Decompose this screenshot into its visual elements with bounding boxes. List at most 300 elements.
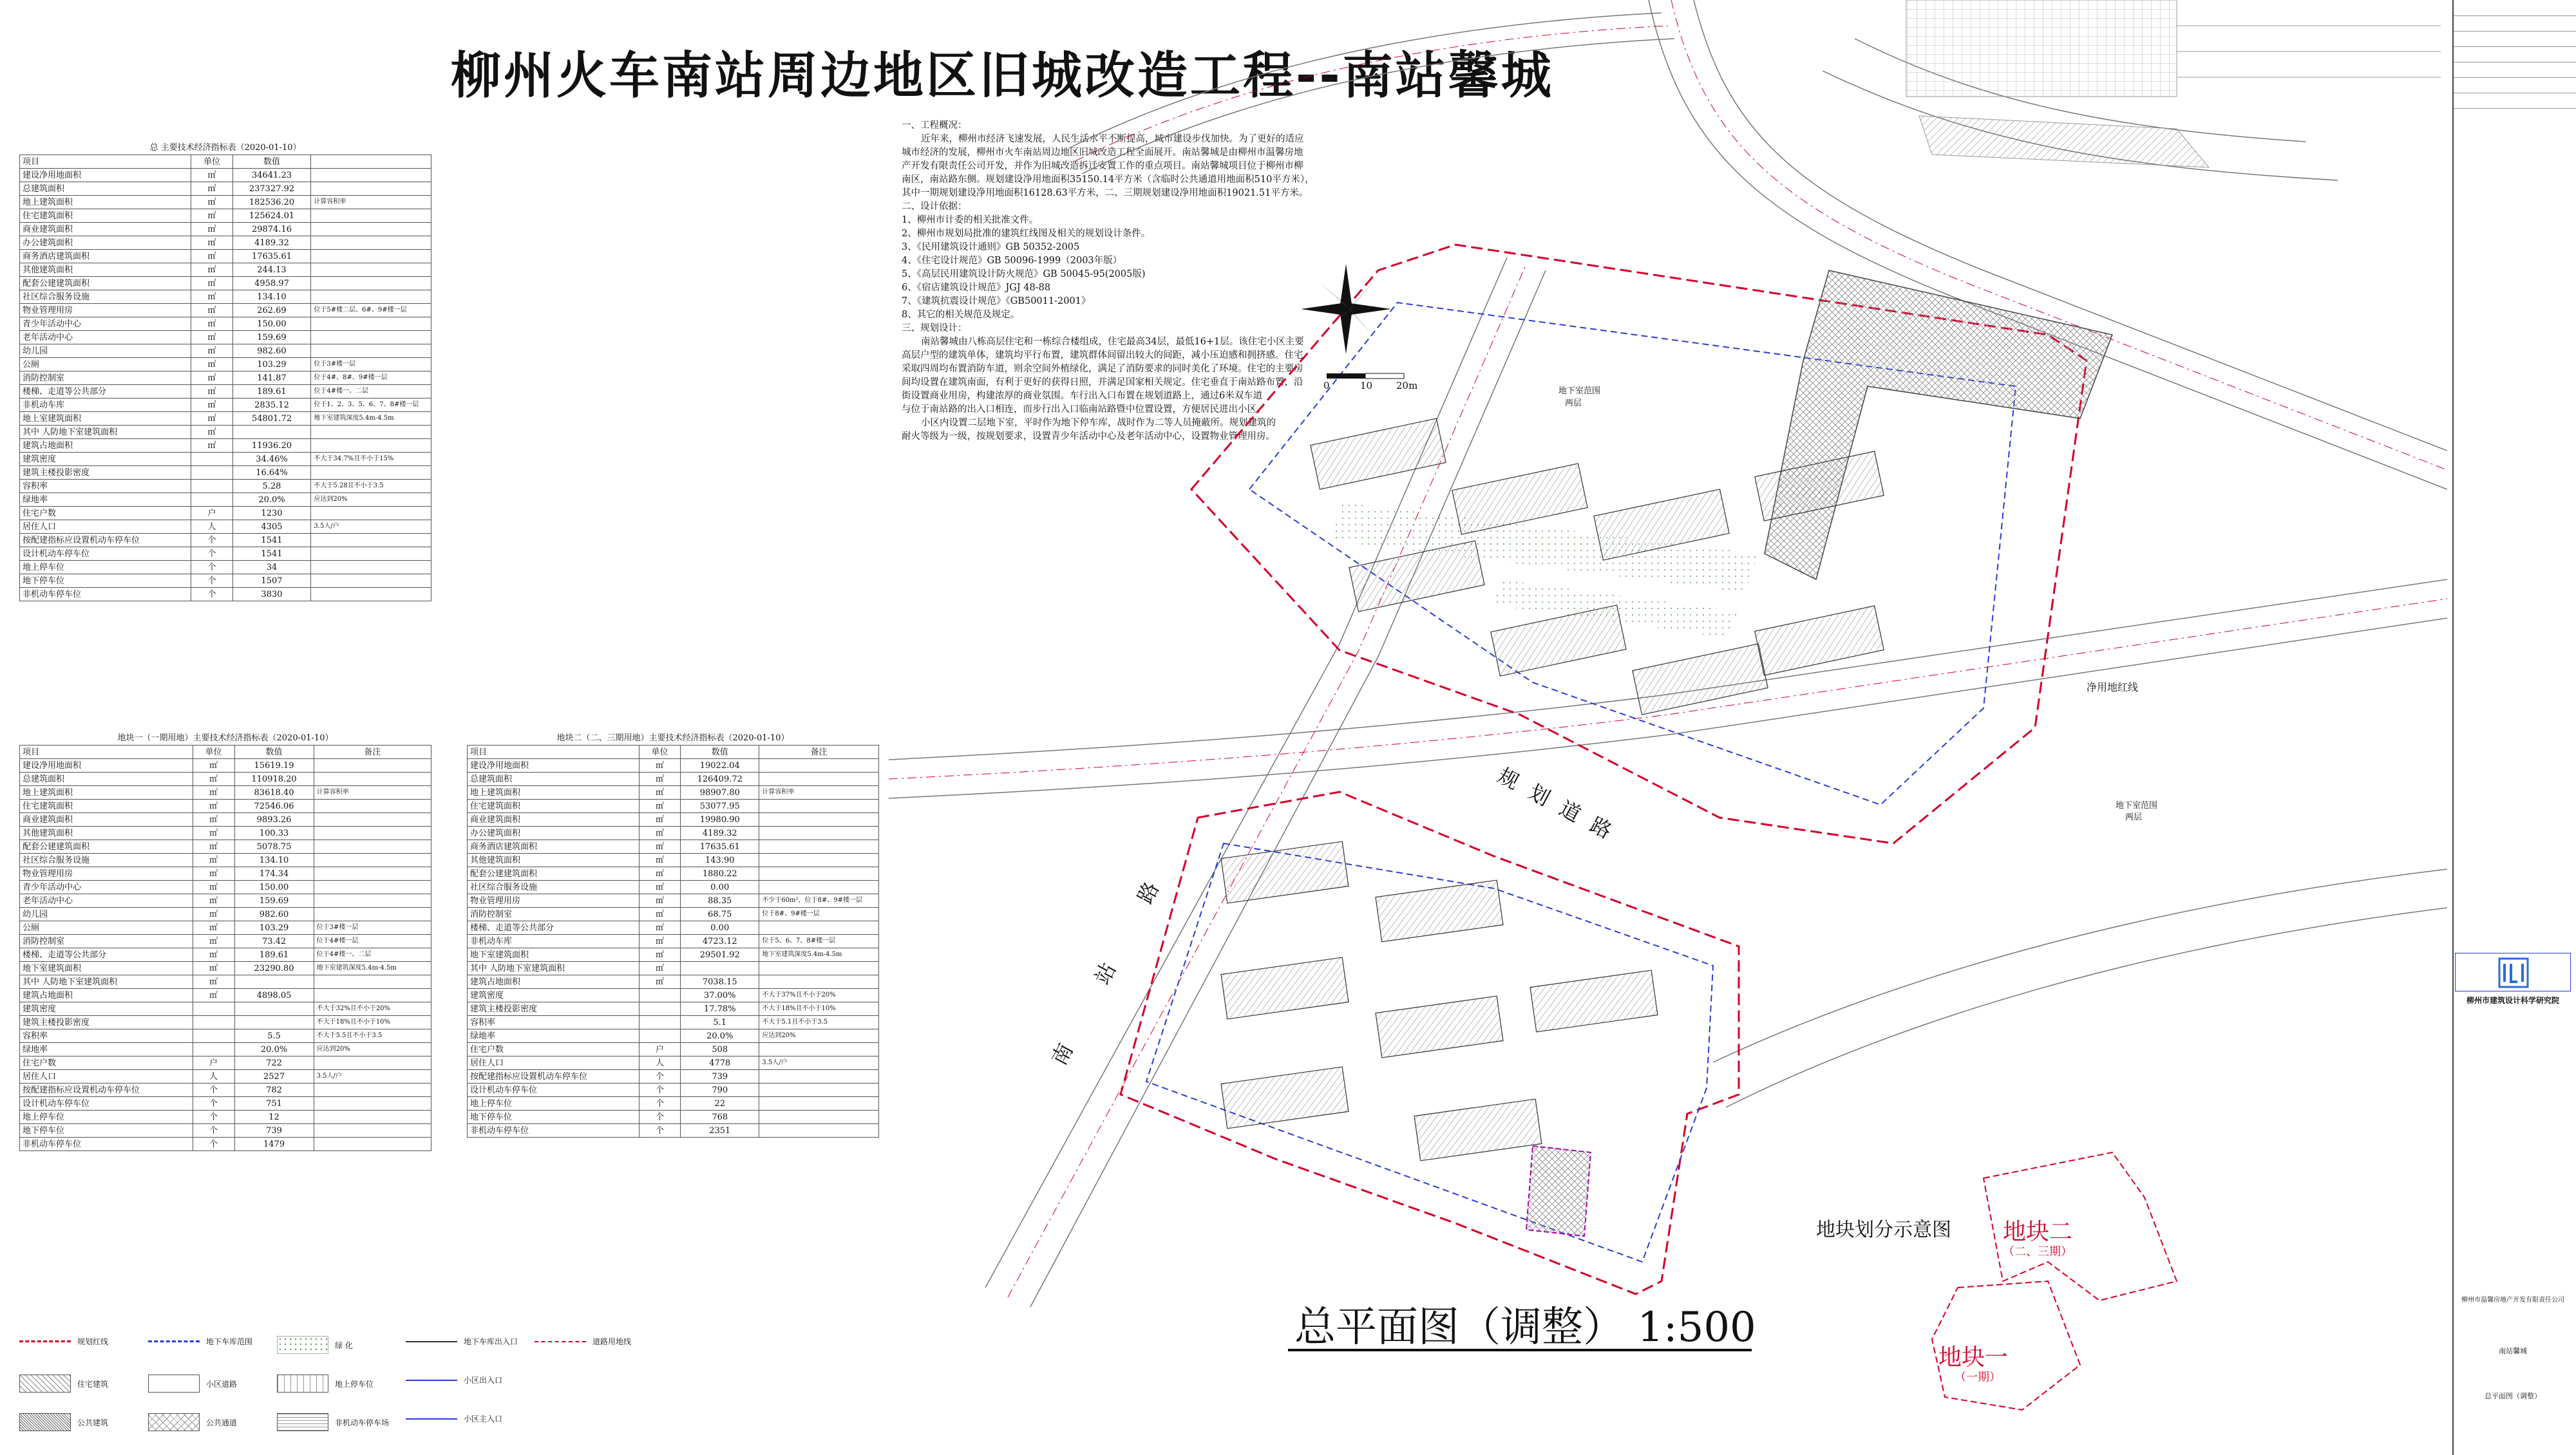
table-cell: ㎡ [639, 908, 680, 921]
table-row [468, 786, 879, 800]
table-cell [681, 962, 759, 975]
table-row [468, 813, 879, 827]
table-cell: 位于4#、8#、9#楼一层 [311, 371, 431, 385]
note-line: 小区内设置二层地下室，平时作为地下停车库，战时作为二等人员掩蔽所。规划建筑的 [921, 418, 1276, 428]
table-row [468, 948, 879, 962]
table-cell: 单位 [193, 746, 234, 759]
institute-logo-icon [2494, 955, 2533, 991]
note-line: 7、《建筑抗震设计规范》《GB50011-2001》 [902, 296, 1091, 306]
table-cell: 地下室建筑深度5.4m-4.5m [759, 948, 879, 962]
table-cell: 幼儿园 [20, 344, 191, 358]
table-cell: 个 [193, 1111, 234, 1124]
table-row [20, 426, 431, 439]
table-row [20, 867, 431, 881]
table-cell: ㎡ [191, 250, 232, 263]
legend-item [277, 1336, 353, 1354]
legend-swatch [277, 1336, 328, 1354]
table-cell: 建筑密度 [468, 989, 639, 1002]
table-row [468, 989, 879, 1002]
note-line: 高层户型的建筑单体，建筑均平行布置，建筑群体间留出较大的间距，减小压迫感和拥挤感。住宅 [902, 350, 1303, 361]
table-cell [311, 507, 431, 520]
table-row [20, 975, 431, 989]
table-cell: ㎡ [639, 773, 680, 786]
table-cell [314, 1097, 431, 1111]
table-cell: ㎡ [193, 800, 234, 813]
legend-label: 住宅建筑 [77, 1379, 109, 1389]
station-area [1906, 0, 2441, 167]
plot2-public-passage [1526, 1146, 1591, 1236]
table-cell [311, 155, 431, 169]
table-cell: 20.0% [234, 1043, 314, 1056]
legend-label: 道路用地线 [592, 1337, 632, 1346]
table-cell: 9893.26 [234, 813, 314, 827]
table-cell: 1541 [232, 547, 311, 561]
table-cell: ㎡ [639, 813, 680, 827]
table-cell: ㎡ [193, 759, 234, 773]
table-cell [759, 921, 879, 935]
table-cell: 建设净用地面积 [20, 169, 191, 182]
table-cell [311, 182, 431, 196]
table-cell: 绿地率 [20, 493, 191, 507]
table-cell: 508 [681, 1043, 759, 1056]
institute-logo [2455, 953, 2571, 991]
table-row [20, 588, 431, 601]
legend-swatch [277, 1375, 328, 1393]
table-cell: 个 [639, 1124, 680, 1138]
drawing-title: 总平面图（调整） 1:500 [1294, 1304, 1756, 1351]
legend-item [148, 1413, 237, 1431]
table-cell: 982.60 [234, 908, 314, 921]
table-cell: ㎡ [639, 894, 680, 908]
table-cell: 3.5人/户 [314, 1070, 431, 1084]
table-cell: 982.60 [232, 344, 311, 358]
table-cell: 户 [191, 507, 232, 520]
tb-row [2454, 31, 2576, 47]
note-line: 采取四周均布置消防车道，则余空间外植绿化，满足了消防要求的同时美化了环境。住宅的主要房 [902, 364, 1303, 374]
table-cell: 单位 [639, 746, 680, 759]
table-header-row [20, 746, 431, 759]
table-row [468, 867, 879, 881]
table-cell: 个 [193, 1084, 234, 1097]
table-cell: 公厕 [20, 358, 191, 371]
table-cell: 应达到20% [314, 1043, 431, 1056]
table-cell: 19980.90 [681, 813, 759, 827]
table-cell [311, 574, 431, 588]
table-cell [311, 561, 431, 574]
table-cell: 73.42 [234, 935, 314, 948]
legend-swatch [19, 1413, 71, 1431]
table-cell: ㎡ [191, 169, 232, 182]
table-cell: 总建筑面积 [20, 182, 191, 196]
table-cell: ㎡ [191, 182, 232, 196]
table-cell: 个 [639, 1084, 680, 1097]
table-cell [311, 263, 431, 277]
legend-item [406, 1336, 518, 1347]
commercial-building [1765, 270, 2112, 579]
table-row [468, 773, 879, 786]
table-cell: 计算容积率 [759, 786, 879, 800]
table-cell: 22 [681, 1097, 759, 1111]
road-network [889, 0, 2447, 1307]
table-cell [759, 1111, 879, 1124]
legend-label: 小区出入口 [464, 1376, 503, 1385]
table-cell [639, 1029, 680, 1043]
table-cell: ㎡ [191, 304, 232, 317]
table-cell: ㎡ [191, 358, 232, 371]
table-cell: 项目 [20, 155, 191, 169]
table-cell [311, 547, 431, 561]
table-cell: 15619.19 [234, 759, 314, 773]
table-cell [311, 209, 431, 223]
table-cell: 143.90 [681, 854, 759, 867]
table-cell: 建筑占地面积 [20, 989, 193, 1002]
table-row [20, 800, 431, 813]
table-row [468, 975, 879, 989]
table-cell: 2835.12 [232, 399, 311, 412]
table-cell: 150.00 [232, 317, 311, 331]
table-row [468, 1084, 879, 1097]
table-cell: 751 [234, 1097, 314, 1111]
table-cell: 建设净用地面积 [20, 759, 193, 773]
table-cell [311, 236, 431, 250]
table-cell: 建筑主楼投影密度 [20, 1016, 193, 1029]
table-cell: 项目 [468, 746, 639, 759]
table-cell: 个 [191, 574, 232, 588]
table-row [468, 1043, 879, 1056]
table-cell: ㎡ [191, 223, 232, 236]
table-cell: 768 [681, 1111, 759, 1124]
table-cell: 备注 [759, 746, 879, 759]
table-cell [314, 800, 431, 813]
table-row [20, 196, 431, 209]
table-cell: 12 [234, 1111, 314, 1124]
table-cell: 782 [234, 1084, 314, 1097]
table-cell [311, 223, 431, 236]
legend-swatch [277, 1413, 328, 1431]
table-cell: 住宅建筑面积 [20, 800, 193, 813]
table-cell: 2527 [234, 1070, 314, 1084]
table-row [468, 1097, 879, 1111]
table-row [20, 786, 431, 800]
table-cell [759, 800, 879, 813]
tb-row [2454, 46, 2576, 62]
table-cell: ㎡ [193, 921, 234, 935]
table-row [20, 1111, 431, 1124]
sheet-name: 总平面图（调整） [2485, 1392, 2541, 1400]
table-cell: 个 [193, 1097, 234, 1111]
table-row [468, 1124, 879, 1138]
table-cell: 非机动车停车位 [468, 1124, 639, 1138]
table-cell: 个 [639, 1070, 680, 1084]
table-cell [639, 1002, 680, 1016]
table-cell: ㎡ [193, 975, 234, 989]
table-cell: 位于4#楼一层 [314, 935, 431, 948]
note-line: 5、《高层民用建筑设计防火规范》GB 50045-95(2005版) [902, 269, 1146, 279]
table-cell: 不少于60m²，位于8#、9#楼一层 [759, 894, 879, 908]
table-cell: ㎡ [191, 439, 232, 453]
table-row [20, 1084, 431, 1097]
table-cell: ㎡ [193, 786, 234, 800]
table-cell: 设计机动车停车位 [468, 1084, 639, 1097]
table-cell [314, 1056, 431, 1070]
table-row [468, 935, 879, 948]
table-cell: 办公建筑面积 [20, 236, 191, 250]
table-cell: 1479 [234, 1138, 314, 1151]
table-cell: 29501.92 [681, 948, 759, 962]
table-cell: 17.78% [681, 1002, 759, 1016]
table-cell [759, 1043, 879, 1056]
table-cell: 建设净用地面积 [468, 759, 639, 773]
table-cell: 不大于5.5且不小于3.5 [314, 1029, 431, 1043]
table-cell: 237327.92 [232, 182, 311, 196]
table-row [20, 1097, 431, 1111]
table-row [20, 1138, 431, 1151]
table-cell: 5078.75 [234, 840, 314, 854]
table-row [20, 209, 431, 223]
table-cell: 11936.20 [232, 439, 311, 453]
table-row [20, 989, 431, 1002]
label-two-floors-1: 两层 [1565, 399, 1582, 408]
table-row [468, 908, 879, 921]
table-cell [314, 894, 431, 908]
table-cell: 34 [232, 561, 311, 574]
table-cell: ㎡ [191, 412, 232, 426]
table-cell [759, 1097, 879, 1111]
table-cell: 100.33 [234, 827, 314, 840]
table-cell: 总建筑面积 [20, 773, 193, 786]
table-cell: 29874.16 [232, 223, 311, 236]
table-cell: 72546.06 [234, 800, 314, 813]
table-cell: ㎡ [193, 827, 234, 840]
table-cell [314, 1124, 431, 1138]
table-cell: 20.0% [232, 493, 311, 507]
table-cell: 个 [191, 561, 232, 574]
table-row [20, 453, 431, 466]
table-cell: 配套公建建筑面积 [468, 867, 639, 881]
note-line: 4、《住宅设计规范》GB 50096-1999（2003年版） [902, 256, 1122, 266]
drawing-title-underline [1288, 1349, 1752, 1351]
label-south-station-road: 南 站 路 [1046, 849, 1179, 1069]
scale-label-10: 10 [1360, 380, 1373, 391]
table-cell: 住宅户数 [20, 507, 191, 520]
table-cell: 4189.32 [681, 827, 759, 840]
table-cell: 其他建筑面积 [20, 263, 191, 277]
table-cell [232, 426, 311, 439]
table-cell: ㎡ [191, 344, 232, 358]
table-row [468, 854, 879, 867]
table-cell: ㎡ [191, 263, 232, 277]
note-line: 耐火等级为一级，按规划要求，设置青少年活动中心及老年活动中心，设置物业管理用房。 [902, 431, 1275, 442]
legend-swatch [406, 1380, 457, 1381]
table-cell: 4898.05 [234, 989, 314, 1002]
table-cell [759, 854, 879, 867]
table-cell: ㎡ [191, 399, 232, 412]
label-two-floors-2: 两层 [2125, 812, 2143, 822]
table-cell: 244.13 [232, 263, 311, 277]
table-cell: 其他建筑面积 [20, 827, 193, 840]
table-cell: 159.69 [234, 894, 314, 908]
table-row [20, 773, 431, 786]
label-plot1: 地块一 [1938, 1344, 2009, 1371]
table-cell: 739 [234, 1124, 314, 1138]
legend-item [19, 1375, 108, 1393]
table-cell: ㎡ [639, 827, 680, 840]
table-cell: 其中 人防地下室建筑面积 [468, 962, 639, 975]
table-cell [191, 453, 232, 466]
table-cell: 按配建指标应设置机动车停车位 [468, 1070, 639, 1084]
table-row [20, 385, 431, 399]
table-cell: ㎡ [193, 867, 234, 881]
table-row [20, 317, 431, 331]
table-row [468, 827, 879, 840]
table-cell: ㎡ [191, 317, 232, 331]
table-cell: 150.00 [234, 881, 314, 894]
tb-row [2454, 0, 2576, 16]
table-row [20, 480, 431, 493]
table-cell: 不大于18%且不小于10% [314, 1016, 431, 1029]
table-row [20, 1002, 431, 1016]
plot1-indicators-table [19, 731, 431, 1151]
table-cell [314, 840, 431, 854]
table-cell: 应达到20% [759, 1029, 879, 1043]
table-cell: 建筑主楼投影密度 [20, 466, 191, 480]
table-row [20, 574, 431, 588]
table-cell: 商务酒店建筑面积 [20, 250, 191, 263]
table-cell [311, 534, 431, 547]
project-name: 南站馨城 [2499, 1347, 2527, 1355]
table-cell: 数值 [232, 155, 311, 169]
table-cell [314, 854, 431, 867]
table-cell: 1880.22 [681, 867, 759, 881]
table-cell: 青少年活动中心 [20, 317, 191, 331]
legend-swatch [406, 1418, 457, 1420]
table-cell: 非机动车停车位 [20, 1138, 193, 1151]
table-cell [314, 1111, 431, 1124]
table-cell: 建筑密度 [20, 1002, 193, 1016]
note-line: 产开发有限责任公司开发，并作为旧城改造拆迁安置工作的重点项目。南站馨城项目位于柳州市柳 [902, 161, 1303, 171]
table-cell: 位于4#楼一、二层 [314, 948, 431, 962]
table-cell [311, 588, 431, 601]
table-cell: 建筑密度 [20, 453, 191, 466]
table-cell: 居住人口 [20, 1070, 193, 1084]
table-cell [759, 975, 879, 989]
table-cell: 4778 [681, 1056, 759, 1070]
table-cell: ㎡ [193, 908, 234, 921]
table-cell: 个 [191, 588, 232, 601]
table-cell: 非机动车库 [468, 935, 639, 948]
table-cell: 位于3#楼一层 [311, 358, 431, 371]
table-cell: 户 [193, 1056, 234, 1070]
table-cell: ㎡ [193, 894, 234, 908]
legend-label: 绿 化 [335, 1340, 353, 1350]
table-cell: 建筑主楼投影密度 [468, 1002, 639, 1016]
table-cell: 不大于32%且不小于20% [314, 1002, 431, 1016]
table-cell: 位于4#楼一、二层 [311, 385, 431, 399]
table-cell: 居住人口 [468, 1056, 639, 1070]
table-cell: 商业建筑面积 [468, 813, 639, 827]
legend-item [19, 1336, 108, 1347]
label-plot1-sub: （一期） [1955, 1371, 2001, 1384]
table-row [20, 182, 431, 196]
note-line: 其中一期规划建设净用地面积16128.63平方米，二、三期规划建设净用地面积19021.51平方米。 [902, 188, 1309, 198]
table-cell [193, 1002, 234, 1016]
table-cell: 个 [639, 1097, 680, 1111]
table-cell [759, 1124, 879, 1138]
table-row [20, 921, 431, 935]
legend-label: 小区道路 [206, 1379, 238, 1389]
table-cell [191, 493, 232, 507]
table-cell: 计算容积率 [314, 786, 431, 800]
table-cell: 地下室建筑深度5.4m-4.5m [314, 962, 431, 975]
legend-item [277, 1375, 374, 1393]
table-cell: 4958.97 [232, 277, 311, 290]
table-cell: ㎡ [191, 371, 232, 385]
legend-item [406, 1413, 502, 1424]
table-cell: ㎡ [191, 426, 232, 439]
table-cell: 总建筑面积 [468, 773, 639, 786]
table-cell: 备注 [314, 746, 431, 759]
institute-name: 柳州市建筑设计科学研究院 [2466, 996, 2559, 1005]
table-cell [311, 426, 431, 439]
legend-label: 公共通道 [206, 1418, 238, 1427]
table-cell: 绿地率 [468, 1029, 639, 1043]
table-cell: 位于3#楼一层 [314, 921, 431, 935]
table-row [20, 263, 431, 277]
table-row [20, 520, 431, 534]
table-cell: 其中 人防地下室建筑面积 [20, 975, 193, 989]
table-cell: 个 [191, 534, 232, 547]
plot-division-title: 地块划分示意图 [1816, 1219, 1951, 1241]
table-cell [314, 759, 431, 773]
table-cell: ㎡ [639, 786, 680, 800]
table-cell: 楼梯、走道等公共部分 [468, 921, 639, 935]
table-row [468, 894, 879, 908]
table-cell: 地上停车位 [20, 561, 191, 574]
table-cell: 位于5#楼二层、6#、9#楼一层 [311, 304, 431, 317]
table-cell: 个 [191, 547, 232, 561]
table-cell: 34.46% [232, 453, 311, 466]
table-cell: 楼梯、走道等公共部分 [20, 385, 191, 399]
table-cell: ㎡ [639, 921, 680, 935]
table-cell: 商业建筑面积 [20, 813, 193, 827]
table-cell: 个 [193, 1138, 234, 1151]
table-row [20, 1124, 431, 1138]
table-cell [759, 840, 879, 854]
table-row [468, 1029, 879, 1043]
table-cell [759, 813, 879, 827]
note-line: 三、规划设计： [902, 323, 967, 333]
legend-label: 地下车库出入口 [464, 1337, 518, 1346]
table-cell: ㎡ [639, 948, 680, 962]
table-cell: 98907.80 [681, 786, 759, 800]
table-row [468, 921, 879, 935]
table-cell: 3830 [232, 588, 311, 601]
tb-row [2454, 62, 2576, 78]
table-cell: 53077.95 [681, 800, 759, 813]
table-cell: 地下停车位 [20, 574, 191, 588]
table-cell: 262.69 [232, 304, 311, 317]
note-line: 间均设置在建筑南面，有利于更好的获得日照，并满足国家相关规定。住宅垂直于南站路布置，沿 [902, 377, 1303, 388]
table-cell [314, 773, 431, 786]
table-cell: ㎡ [193, 962, 234, 975]
note-line: 近年来，柳州市经济飞速发展，人民生活水平不断提高，城市建设步伐加快。为了更好的适应 [921, 134, 1304, 144]
table-cell [759, 759, 879, 773]
table-cell [639, 1016, 680, 1029]
legend-label: 非机动车停车场 [335, 1418, 390, 1427]
table-cell [234, 1016, 314, 1029]
table-row [20, 507, 431, 520]
table-cell: ㎡ [193, 813, 234, 827]
